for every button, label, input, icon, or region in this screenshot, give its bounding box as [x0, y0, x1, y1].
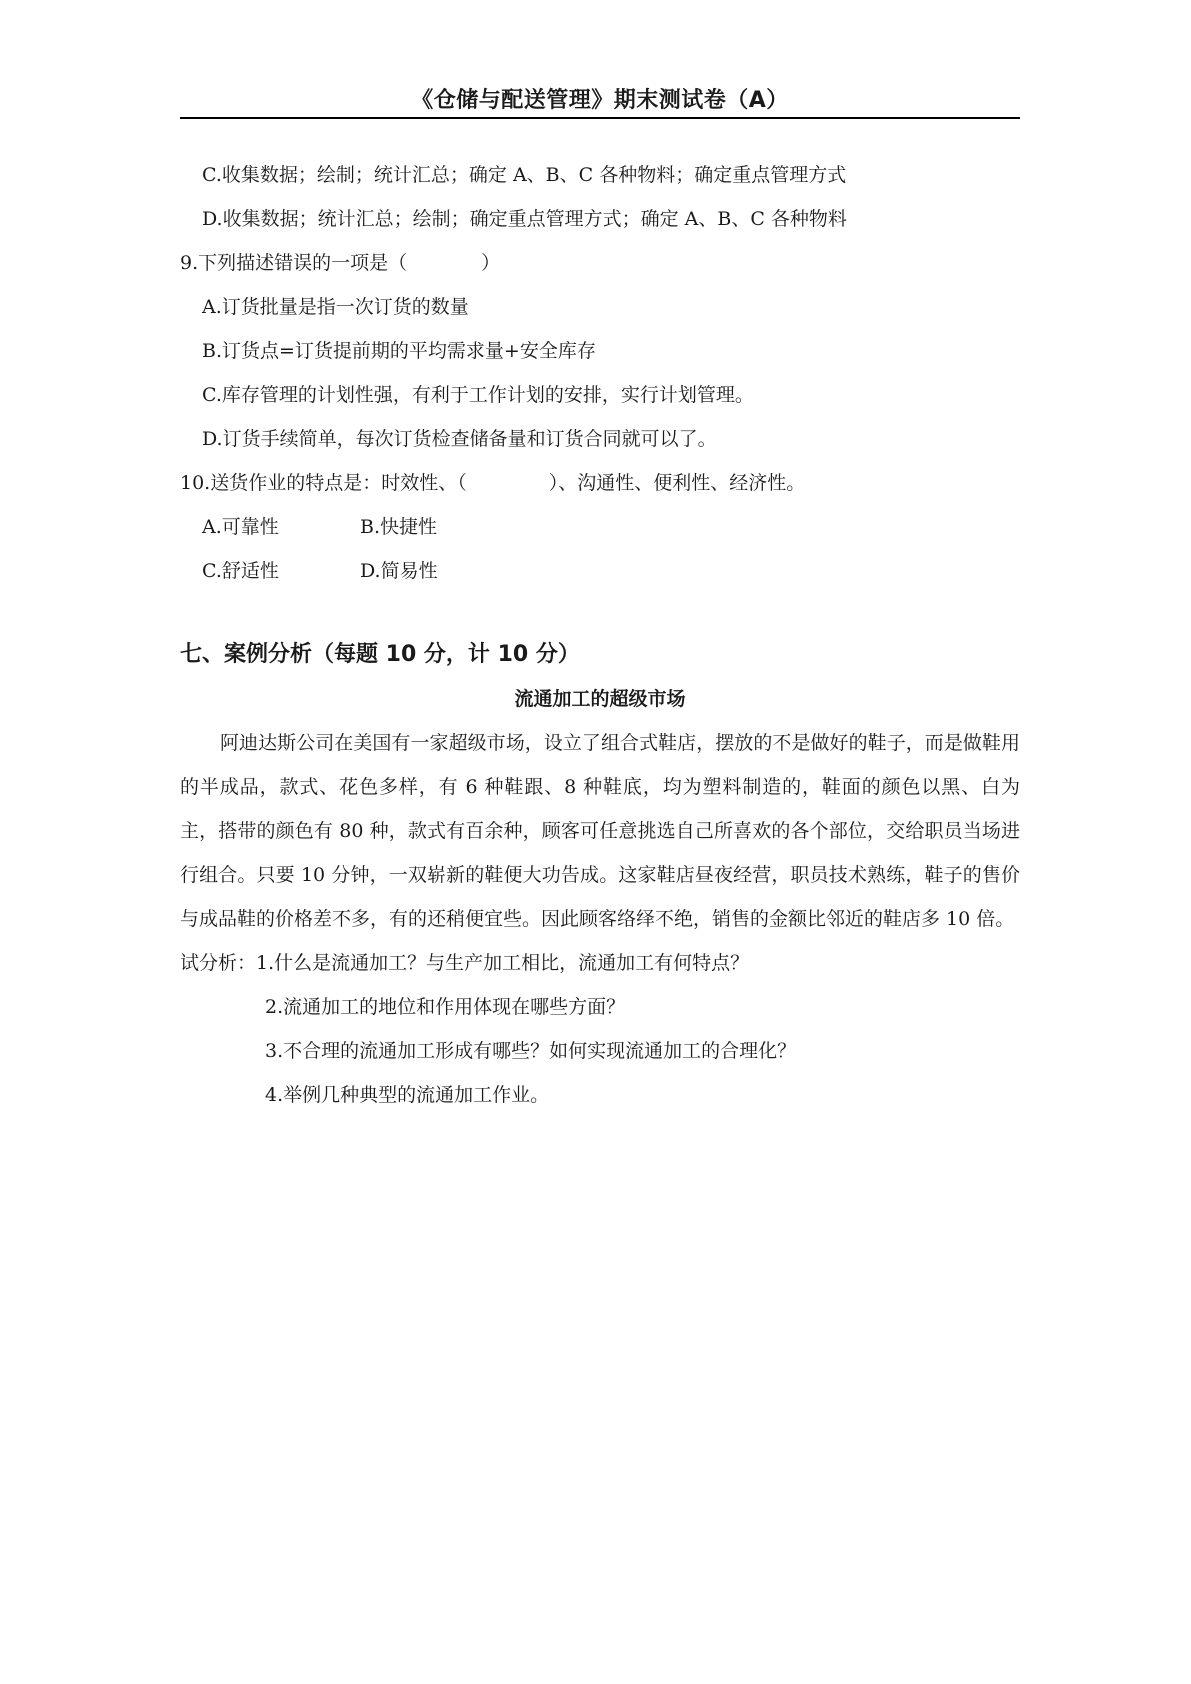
q8-option-c: C.收集数据；绘制；统计汇总；确定 A、B、C 各种物料；确定重点管理方式: [202, 164, 847, 186]
q10-stem: [180, 461, 1020, 505]
case-title: 流通加工的超级市场: [514, 688, 686, 710]
page-content: [180, 153, 1020, 1117]
q10-options-row-2: [180, 549, 1020, 593]
analysis-question-2: 2.流通加工的地位和作用体现在哪些方面？: [265, 996, 626, 1018]
analysis-question-1-text: 1.什么是流通加工？与生产加工相比，流通加工有何特点？: [256, 952, 750, 974]
q10-options-row-1: [180, 505, 1020, 549]
section-gap: [180, 593, 1020, 633]
section7-title: 七、案例分析（每题 10 分，计 10 分）: [180, 642, 580, 667]
q9-option-b: B.订货点=订货提前期的平均需求量+安全库存: [202, 340, 596, 362]
q9-option-a: A.订货批量是指一次订货的数量: [202, 296, 469, 318]
q9-option-d: D.订货手续简单，每次订货检查储备量和订货合同就可以了。: [202, 428, 717, 450]
q10-stem-suffix: ）、沟通性、便利性、经济性。: [548, 472, 806, 494]
q10-stem-prefix: 10.送货作业的特点是：时效性、（: [180, 472, 467, 494]
analysis-label: 试分析：: [180, 952, 257, 974]
q10-option-c: C.舒适性: [202, 560, 279, 582]
q8-option-d: D.收集数据；统计汇总；绘制；确定重点管理方式；确定 A、B、C 各种物料: [202, 208, 847, 230]
case-paragraph: 阿迪达斯公司在美国有一家超级市场，设立了组合式鞋店，摆放的不是做好的鞋子，而是做鞋用的半成品，款式、花色多样，有 6 种鞋跟、8 种鞋底，均为塑料制造的，鞋面的颜色以黑、白为主，搭带的颜色有 80 种，款式有百余种，顾客可任意挑选自己所喜欢的各个部位，交给职员当场进行组合。只要 10 分钟，一双崭新的鞋便大功告成。这家鞋店昼夜经营，职员技术熟练，鞋子的售价与成品鞋的价格差不多，有的还稍便宜些。因此顾客络绎不绝，销售的金额比邻近的鞋店多 10 倍。: [180, 732, 1020, 930]
analysis-question-1: [180, 941, 1020, 985]
page-header-title: 《仓储与配送管理》期末测试卷（A）: [411, 88, 789, 113]
analysis-question-4: 4.举例几种典型的流通加工作业。: [265, 1084, 550, 1106]
q10-option-a: A.可靠性: [202, 516, 279, 538]
q10-option-b: B.快捷性: [360, 516, 438, 538]
q9-option-c: C.库存管理的计划性强，有利于工作计划的安排，实行计划管理。: [202, 384, 754, 406]
analysis-question-3: 3.不合理的流通加工形成有哪些？如何实现流通加工的合理化？: [265, 1040, 797, 1062]
q10-option-d: D.简易性: [360, 560, 438, 582]
header-rule: [180, 117, 1020, 119]
q9-stem-prefix: 9.下列描述错误的一项是（: [180, 252, 408, 274]
q9-stem: [180, 241, 1020, 285]
q9-stem-suffix: ）: [481, 252, 501, 274]
